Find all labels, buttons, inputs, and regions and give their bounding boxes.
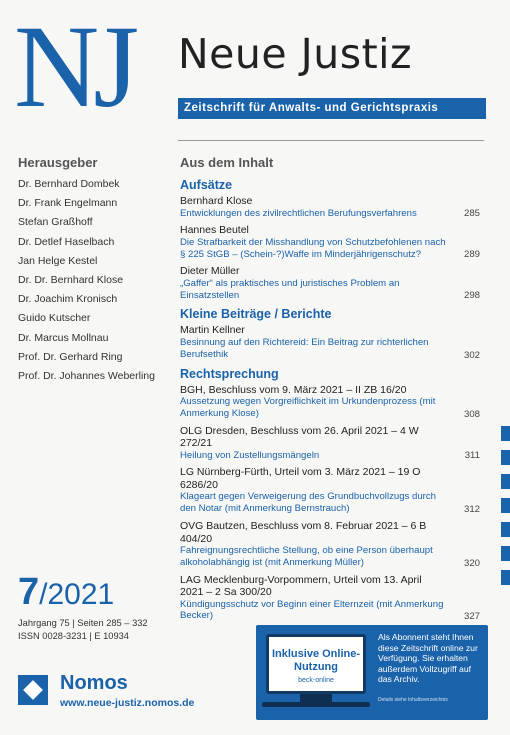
toc-entry-author: LAG Mecklenburg-Vorpommern, Urteil vom 13. April 2021 – 2 Sa 300/20 [180, 573, 422, 599]
toc-section-title: Aufsätze [180, 178, 233, 192]
monitor-base-icon [262, 702, 370, 707]
toc-entry [180, 466, 480, 515]
toc-entry-author: OVG Bautzen, Beschluss vom 8. Februar 2021 – 6 B 404/20 [180, 520, 427, 545]
monitor-stand-icon [300, 694, 332, 702]
volume-info: Jahrgang 75 | Seiten 285 – 332 [18, 618, 148, 628]
editor-name: Dr. Joachim Kronisch [18, 293, 118, 306]
issue-meta [18, 617, 148, 643]
edge-tab [501, 474, 510, 489]
editor-name: Jan Helge Kestel [18, 254, 98, 267]
toc-entry-page: 312 [463, 504, 480, 516]
toc-entry [180, 520, 480, 569]
promo-text: Als Abonnent steht Ihnen diese Zeitschrift online zur Verfügung. Sie erhalten außerdem Vollzugriff auf das Archiv. [378, 632, 478, 685]
toc-entry-page: 289 [463, 249, 480, 261]
editor-name: Prof. Dr. Johannes Weberling [18, 370, 155, 383]
edge-tab [501, 570, 510, 585]
editor-list [18, 175, 166, 386]
toc-heading: Aus dem Inhalt [180, 155, 274, 170]
promo-fineprint: Details siehe Inhaltsverzeichnis [378, 697, 448, 703]
editors-heading: Herausgeber [18, 155, 98, 170]
issn-info: ISSN 0028-3231 | E 10934 [18, 631, 129, 641]
toc-entry-page: 298 [463, 290, 480, 302]
editor-name: Dr. Bernhard Dombek [18, 178, 120, 190]
issue-number: 7/2021 [18, 571, 115, 613]
toc-entry-page: 320 [463, 557, 480, 569]
publisher-url[interactable]: www.neue-justiz.nomos.de [60, 697, 195, 709]
promo-subtitle: beck-online [298, 677, 334, 684]
toc-entry [180, 384, 480, 420]
header-divider [178, 140, 484, 141]
toc-entry-desc: Die Strafbarkeit der Misshandlung von Schutzbefohlenen nach § 225 StGB – (Schein-?)Waffe im Minderjährigenschutz? [180, 236, 446, 260]
edge-tab [501, 522, 510, 537]
toc-entry-author: Dieter Müller [180, 265, 240, 278]
toc-entry [180, 574, 480, 623]
toc-entry-author: Bernhard Klose [180, 195, 253, 207]
toc-entry-author: OLG Dresden, Beschluss vom 26. April 2021 – 4 W 272/21 [180, 424, 419, 450]
toc-entry-page: 327 [463, 611, 480, 623]
toc-entry-author: Martin Kellner [180, 324, 245, 337]
magazine-title: Neue Justiz [178, 30, 413, 78]
toc-entry-desc: „Gaffer“ als praktisches und juristisches Problem an Einsatzstellen [180, 277, 400, 301]
toc-entry-page: 311 [464, 450, 480, 462]
table-of-contents [180, 155, 480, 627]
toc-entry [180, 265, 480, 301]
toc-entry-desc: Aussetzung wegen Vorgreiflichkeit im Urkundenprozess (mit Anmerkung Klose) [180, 396, 436, 419]
toc-entry-desc: Klageart gegen Verweigerung des Grundbuchvollzugs durch den Notar (mit Anmerkung Bernstrauch) [180, 491, 437, 515]
editor-name: Dr. Marcus Mollnau [18, 331, 109, 344]
toc-entry-desc: Heilung von Zustellungsmängeln [180, 449, 320, 461]
toc-entry-author: LG Nürnberg-Fürth, Urteil vom 3. März 2021 – 19 O 6286/20 [180, 466, 421, 491]
toc-entry [180, 224, 480, 260]
toc-sections [180, 178, 480, 622]
editor-name: Stefan Graßhoff [18, 216, 93, 229]
toc-entry-page: 285 [463, 208, 480, 220]
edge-tab [501, 498, 510, 513]
edge-tab [501, 546, 510, 561]
editor-name: Dr. Frank Engelmann [18, 197, 118, 210]
editor-name: Dr. Detlef Haselbach [18, 235, 115, 248]
nj-logo: NJ [14, 1, 134, 132]
magazine-subtitle: Zeitschrift für Anwalts- und Gerichtspraxis [178, 98, 486, 119]
toc-entry-author: BGH, Beschluss vom 9. März 2021 – II ZB 16/20 [180, 383, 407, 396]
toc-section-title: Rechtsprechung [180, 366, 279, 381]
publisher-name: Nomos [60, 672, 128, 694]
toc-entry-page: 302 [463, 349, 480, 361]
edge-tab [501, 426, 510, 441]
editor-name: Prof. Dr. Gerhard Ring [18, 350, 123, 363]
edge-tab [501, 450, 510, 465]
toc-entry [180, 425, 480, 462]
toc-entry-desc: Fahreignungsrechtliche Stellung, ob eine Person überhaupt alkoholabhängig ist (mit Anmerkung Müller) [180, 545, 433, 568]
toc-entry-author: Hannes Beutel [180, 224, 249, 237]
toc-entry-desc: Besinnung auf den Richtereid: Ein Beitrag zur richterlichen Berufsethik [180, 336, 429, 360]
editor-name: Guido Kutscher [18, 312, 91, 325]
toc-entry-page: 308 [463, 408, 480, 420]
editors-column [18, 155, 166, 386]
toc-entry-desc: Kündigungsschutz vor Beginn einer Elternzeit (mit Anmerkung Becker) [180, 598, 444, 622]
toc-entry [180, 324, 480, 360]
toc-section-title: Kleine Beiträge / Berichte [180, 307, 332, 322]
promo-title: Inklusive Online-Nutzung [271, 648, 361, 673]
editor-name: Dr. Dr. Bernhard Klose [18, 274, 124, 287]
toc-entry [180, 195, 480, 219]
toc-entry-desc: Entwicklungen des zivilrechtlichen Berufungsverfahrens [180, 207, 417, 219]
